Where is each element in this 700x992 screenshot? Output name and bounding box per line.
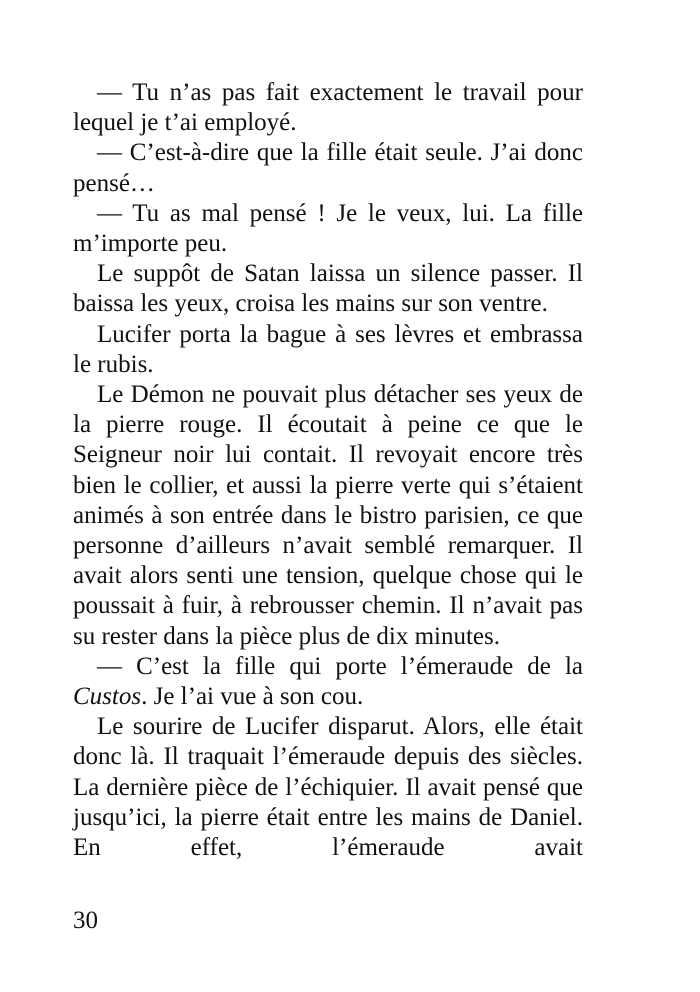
paragraph: — C’est-à-dire que la fille était seule. J’ai donc pensé… — [73, 139, 583, 197]
paragraph: Le sourire de Lucifer disparut. Alors, elle était donc là. Il traquait l’émeraude depuis des siècles. La dernière pièce de l’échiquier. Il avait pensé que jusqu’ici, la pierre était entre les mains de Daniel. En effet, l’émeraude avait — [73, 713, 583, 862]
custos-italic: Custos — [73, 683, 142, 711]
page-number: 30 — [73, 907, 98, 934]
paragraph-line: — C’est la fille qui porte l’émeraude de la — [97, 652, 583, 680]
page-text — [73, 78, 583, 863]
paragraph: Le Démon ne pouvait plus détacher ses yeux de la pierre rouge. Il écoutait à peine ce que le Seigneur noir lui contait. Il revoyait encore très bien le collier, et aussi la pierre verte qui s’étaient animés à son entrée dans le bistro parisien, ce que personne d’ailleurs n’avait semblé remarquer. Il avait alors senti une tension, quelque chose qui le poussait à fuir, à rebrousser chemin. Il n’avait pas su rester dans la pièce plus de dix minutes. — [73, 381, 583, 650]
paragraph-rest: . Je l’ai vue à son cou. — [141, 683, 364, 711]
paragraph: — Tu as mal pensé ! Je le veux, lui. La fille m’importe peu. — [73, 199, 583, 258]
paragraph: — Tu n’as pas fait exactement le travail pour lequel je t’ai employé. — [73, 79, 583, 137]
paragraph: Lucifer porta la bague à ses lèvres et embrassa le rubis. — [73, 320, 583, 378]
paragraph-custos — [73, 652, 583, 712]
paragraph: Le suppôt de Satan laissa un silence passer. Il baissa les yeux, croisa les mains sur son ventre. — [73, 260, 583, 318]
